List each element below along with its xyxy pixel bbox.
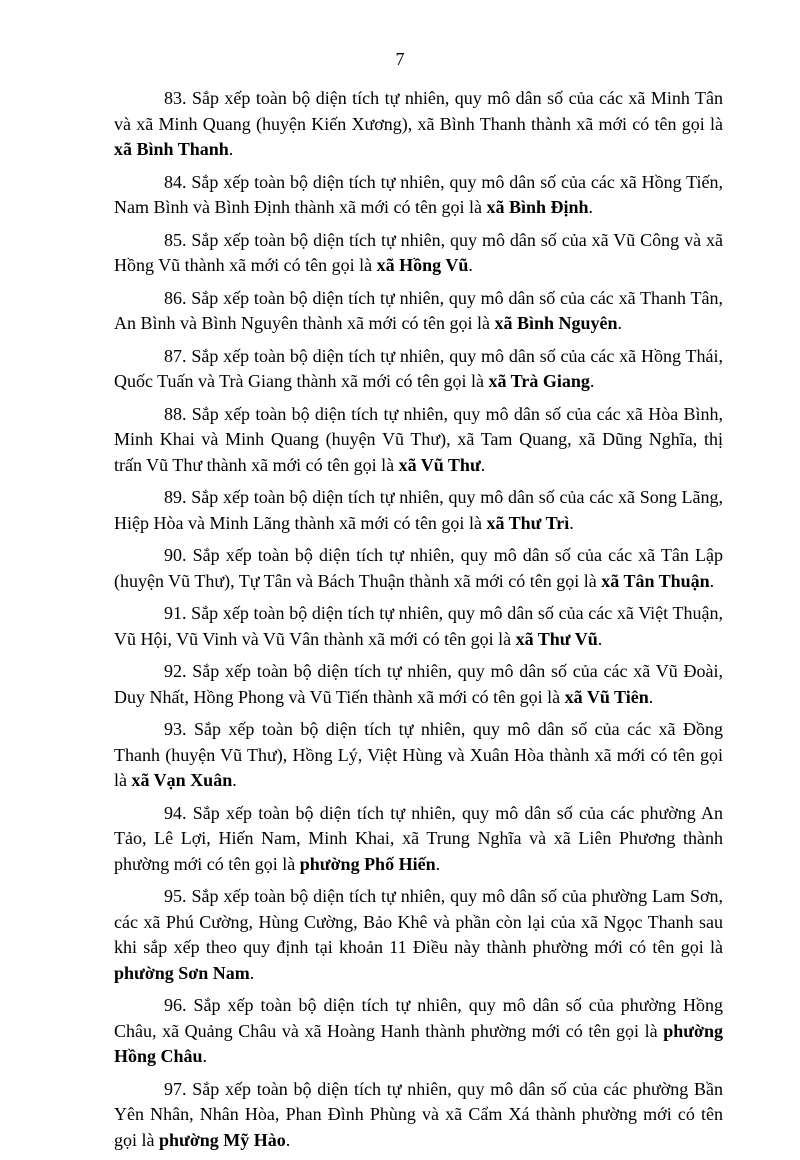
clause-85 — [114, 228, 723, 279]
clause-end: . — [709, 570, 715, 591]
clause-end: . — [468, 255, 473, 275]
clause-end: . — [232, 770, 237, 790]
clause-text: 91. Sắp xếp toàn bộ diện tích tự nhiên, quy mô dân số của các xã Việt Thuận, Vũ Hội, Vũ Vinh và Vũ Vân thành xã mới có tên gọi là — [114, 603, 723, 649]
new-unit-name: xã Thư Vũ — [515, 628, 598, 649]
new-unit-name: xã Trà Giang — [488, 371, 590, 391]
new-unit-name: phường Mỹ Hào — [159, 1129, 286, 1150]
clause-97 — [114, 1077, 723, 1154]
clause-end: . — [589, 371, 595, 391]
clause-text: 88. Sắp xếp toàn bộ diện tích tự nhiên, quy mô dân số của các xã Hòa Bình, Minh Khai và Minh Quang (huyện Vũ Thư), xã Tam Quang, xã Dũng Nghĩa, thị trấn Vũ Thư thành xã mới có tên gọi là — [114, 403, 723, 475]
clause-end: . — [480, 454, 486, 475]
document-body — [114, 86, 723, 1160]
page-number: 7 — [395, 49, 405, 69]
clause-end: . — [648, 686, 654, 707]
new-unit-name: xã Bình Thanh — [114, 139, 229, 159]
new-unit-name: xã Vạn Xuân — [131, 770, 233, 790]
clause-93 — [114, 717, 723, 794]
new-unit-name: xã Bình Nguyên — [494, 313, 618, 333]
clause-text: 95. Sắp xếp toàn bộ diện tích tự nhiên, quy mô dân số của phường Lam Sơn, các xã Phú Cường, Hùng Cường, Bảo Khê và phần còn lại của xã Ngọc Thanh sau khi sắp xếp theo quy định tại khoản 11 Điều này thành phường mới có tên gọi là — [114, 886, 723, 957]
new-unit-name: xã Bình Định — [486, 197, 589, 217]
new-unit-name: xã Thư Trì — [486, 512, 570, 533]
clause-end: . — [617, 313, 623, 333]
clause-88 — [114, 402, 723, 479]
clause-91 — [114, 601, 723, 652]
clause-text: 94. Sắp xếp toàn bộ diện tích tự nhiên, quy mô dân số của các phường An Tảo, Lê Lợi, Hiến Nam, Minh Khai, xã Trung Nghĩa và xã Liên Phương thành phường mới có tên gọi là — [114, 802, 723, 874]
clause-text: 84. Sắp xếp toàn bộ diện tích tự nhiên, quy mô dân số của các xã Hồng Tiến, Nam Bình và Bình Định thành xã mới có tên gọi là — [114, 171, 723, 217]
clause-end: . — [249, 962, 255, 983]
clause-text: 97. Sắp xếp toàn bộ diện tích tự nhiên, quy mô dân số của các phường Bần Yên Nhân, Nhân Hòa, Phan Đình Phùng và xã Cẩm Xá thành phường mới có tên gọi là — [114, 1078, 723, 1150]
clause-89 — [114, 485, 723, 536]
clause-90 — [114, 543, 723, 594]
new-unit-name: phường Phố Hiến — [299, 853, 436, 874]
clause-text: 86. Sắp xếp toàn bộ diện tích tự nhiên, quy mô dân số của các xã Thanh Tân, An Bình và Bình Nguyên thành xã mới có tên gọi là — [114, 287, 723, 333]
new-unit-name: xã Vũ Tiên — [564, 686, 649, 707]
clause-95 — [114, 884, 723, 986]
clause-end: . — [569, 512, 574, 533]
new-unit-name: phường Sơn Nam — [114, 962, 250, 983]
clause-94 — [114, 801, 723, 878]
clause-text: 87. Sắp xếp toàn bộ diện tích tự nhiên, quy mô dân số của các xã Hồng Thái, Quốc Tuấn và Trà Giang thành xã mới có tên gọi là — [114, 345, 723, 391]
clause-end: . — [435, 853, 441, 874]
clause-end: . — [588, 197, 594, 217]
clause-end: . — [202, 1046, 208, 1066]
clause-96 — [114, 993, 723, 1070]
clause-text: 90. Sắp xếp toàn bộ diện tích tự nhiên, quy mô dân số của các xã Tân Lập (huyện Vũ Thư), Tự Tân và Bách Thuận thành xã mới có tên gọi là — [114, 545, 723, 591]
clause-92 — [114, 659, 723, 710]
clause-87 — [114, 344, 723, 395]
clause-end: . — [285, 1129, 291, 1150]
clause-text: 92. Sắp xếp toàn bộ diện tích tự nhiên, quy mô dân số của các xã Vũ Đoài, Duy Nhất, Hồng Phong và Vũ Tiến thành xã mới có tên gọi là — [114, 661, 723, 707]
clause-83 — [114, 86, 723, 163]
clause-86 — [114, 286, 723, 337]
new-unit-name: xã Tân Thuận — [601, 570, 710, 591]
clause-text: 85. Sắp xếp toàn bộ diện tích tự nhiên, quy mô dân số của xã Vũ Công và xã Hồng Vũ thành xã mới có tên gọi là — [114, 229, 723, 275]
new-unit-name: xã Hồng Vũ — [376, 255, 469, 275]
clause-text: 96. Sắp xếp toàn bộ diện tích tự nhiên, quy mô dân số của phường Hồng Châu, xã Quảng Châu và xã Hoàng Hanh thành phường mới có tên gọi là — [114, 995, 723, 1041]
clause-text: 93. Sắp xếp toàn bộ diện tích tự nhiên, quy mô dân số của các xã Đồng Thanh (huyện Vũ Thư), Hồng Lý, Việt Hùng và Xuân Hòa thành xã mới có tên gọi là — [114, 719, 723, 790]
new-unit-name: phường Hồng Châu — [114, 1020, 723, 1066]
new-unit-name: xã Vũ Thư — [398, 454, 481, 475]
clause-text: 83. Sắp xếp toàn bộ diện tích tự nhiên, quy mô dân số của các xã Minh Tân và xã Minh Quang (huyện Kiến Xương), xã Bình Thanh thành xã mới có tên gọi là — [114, 88, 723, 134]
clause-text: 89. Sắp xếp toàn bộ diện tích tự nhiên, quy mô dân số của các xã Song Lãng, Hiệp Hòa và Minh Lãng thành xã mới có tên gọi là — [114, 487, 723, 533]
clause-end: . — [597, 628, 603, 649]
clause-end: . — [228, 139, 234, 159]
clause-84 — [114, 170, 723, 221]
